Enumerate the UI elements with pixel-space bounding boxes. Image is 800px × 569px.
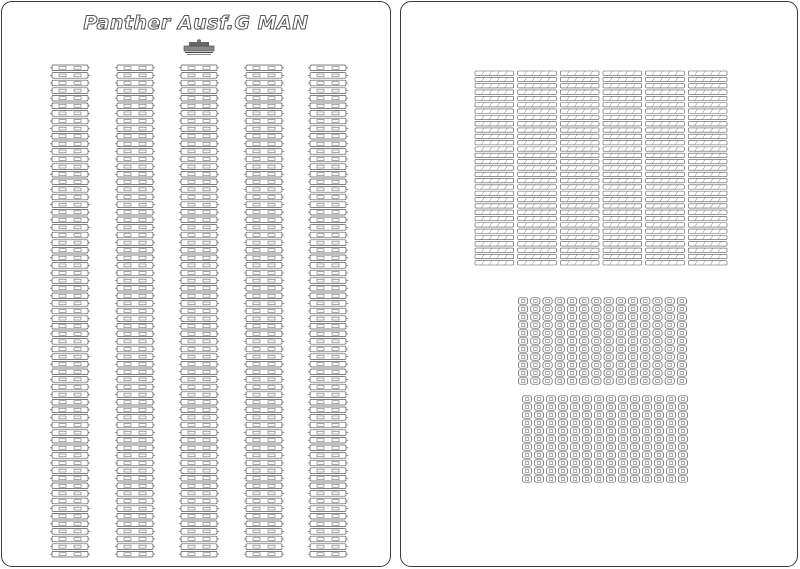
track-column <box>115 64 155 558</box>
left-etch-sheet <box>1 1 391 567</box>
brand-logo-icon <box>182 39 216 55</box>
small-parts-grid-bottom <box>521 395 689 483</box>
sheet-title: Panther Ausf.G MAN <box>83 12 309 34</box>
track-column <box>179 64 219 558</box>
right-etch-sheet <box>400 1 798 567</box>
small-parts-grid-top <box>517 297 688 385</box>
track-column <box>50 64 90 558</box>
track-links-panel <box>473 70 729 266</box>
track-column <box>244 64 284 558</box>
track-column <box>308 64 348 558</box>
